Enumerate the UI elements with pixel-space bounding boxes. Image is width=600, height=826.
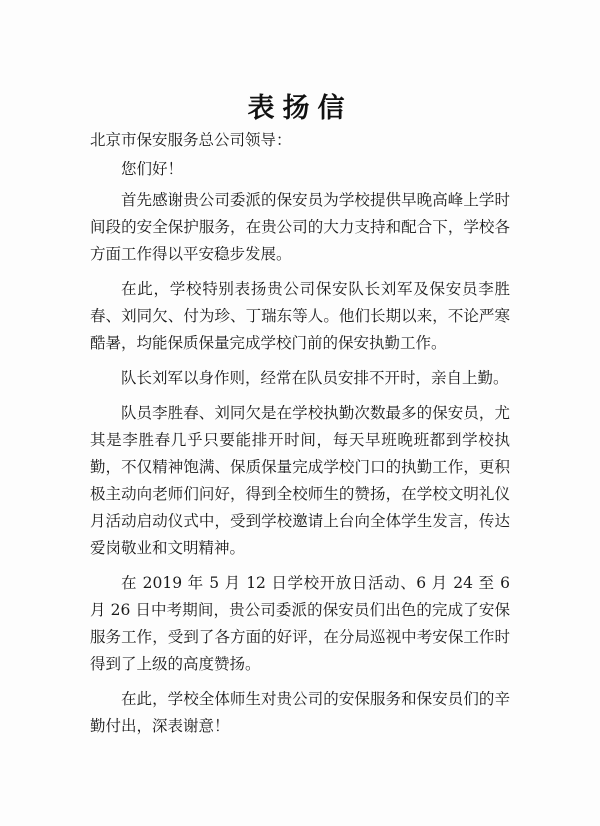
paragraph-captain: 队长刘军以身作则，经常在队员安排不开时，亲自上勤。 — [121, 369, 509, 387]
paragraph-events: 在 2019 年 5 月 12 日学校开放日活动、6 月 24 至 6 月 26 日中考期间，贵公司委派的保安员们出色的完成了安保服务工作，受到了各方面的好评，在分局巡视中考安保工作时得到了上级的高度赞扬。 — [90, 574, 510, 673]
paragraph-commendation: 在此，学校特别表扬贵公司保安队长刘军及保安员李胜春、刘同欠、付为珍、丁瑞东等人。他们长期以来，不论严寒酷暑，均能保质保量完成学校门前的保安执勤工作。 — [90, 280, 510, 352]
paragraph-greeting: 您们好！ — [121, 160, 184, 178]
letter-body — [90, 156, 510, 748]
paragraph-thanks: 首先感谢贵公司委派的保安员为学校提供早晚高峰上学时间段的安全保护服务，在贵公司的大力支持和配合下，学校各方面工作得以平安稳步发展。 — [90, 191, 510, 263]
page-title: 表扬信 — [247, 93, 353, 124]
paragraph-team-members: 队员李胜春、刘同欠是在学校执勤次数最多的保安员，尤其是李胜春几乎只要能排开时间，每天早班晚班都到学校执勤，不仅精神饱满、保质保量完成学校门口的执勤工作，更积极主动向老师们问好，得到全校师生的赞扬，在学校文明礼仪月活动启动仪式中，受到学校邀请上台向全体学生发言，传达爱岗敬业和文明精神。 — [90, 404, 510, 557]
salutation: 北京市保安服务总公司领导： — [90, 131, 292, 149]
paragraph-closing: 在此，学校全体师生对贵公司的安保服务和保安员们的辛勤付出，深表谢意！ — [90, 690, 510, 735]
